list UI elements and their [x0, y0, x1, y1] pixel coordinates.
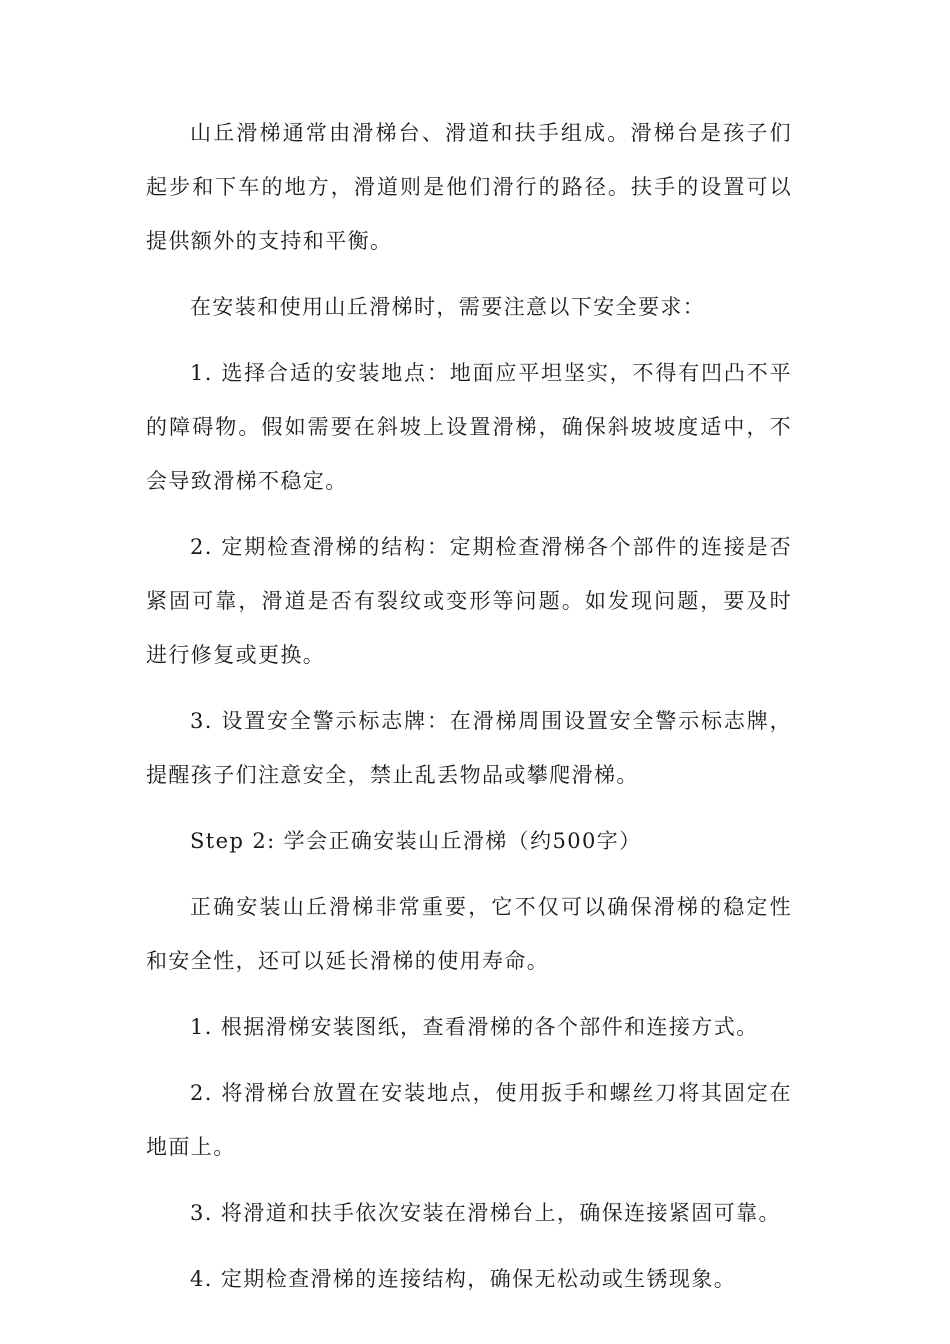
paragraph-safety-item-2: 2. 定期检查滑梯的结构：定期检查滑梯各个部件的连接是否紧固可靠，滑道是否有裂纹或变形等问题。如发现问题，要及时进行修复或更换。 — [146, 535, 792, 667]
paragraph-install-item-4: 4. 定期检查滑梯的连接结构，确保无松动或生锈现象。 — [190, 1267, 737, 1291]
paragraph-install-intro: 正确安装山丘滑梯非常重要，它不仅可以确保滑梯的稳定性和安全性，还可以延长滑梯的使用寿命。 — [146, 895, 792, 973]
paragraph-install-item-2: 2. 将滑梯台放置在安装地点，使用扳手和螺丝刀将其固定在地面上。 — [146, 1081, 792, 1159]
paragraph-safety-intro: 在安装和使用山丘滑梯时，需要注意以下安全要求： — [190, 295, 706, 319]
paragraph-install-item-1: 1. 根据滑梯安装图纸，查看滑梯的各个部件和连接方式。 — [190, 1015, 759, 1039]
paragraph-safety-item-3: 3. 设置安全警示标志牌：在滑梯周围设置安全警示标志牌，提醒孩子们注意安全，禁止乱丢物品或攀爬滑梯。 — [146, 709, 792, 787]
paragraph-slide-components: 山丘滑梯通常由滑梯台、滑道和扶手组成。滑梯台是孩子们起步和下车的地方，滑道则是他们滑行的路径。扶手的设置可以提供额外的支持和平衡。 — [146, 121, 792, 253]
paragraph-install-item-3: 3. 将滑道和扶手依次安装在滑梯台上，确保连接紧固可靠。 — [190, 1201, 781, 1225]
paragraph-safety-item-1: 1. 选择合适的安装地点：地面应平坦坚实，不得有凹凸不平的障碍物。假如需要在斜坡上设置滑梯，确保斜坡坡度适中，不会导致滑梯不稳定。 — [146, 361, 792, 493]
section-heading-step-2: Step 2: 学会正确安装山丘滑梯（约500字） — [190, 829, 642, 853]
document-body — [146, 106, 792, 1318]
